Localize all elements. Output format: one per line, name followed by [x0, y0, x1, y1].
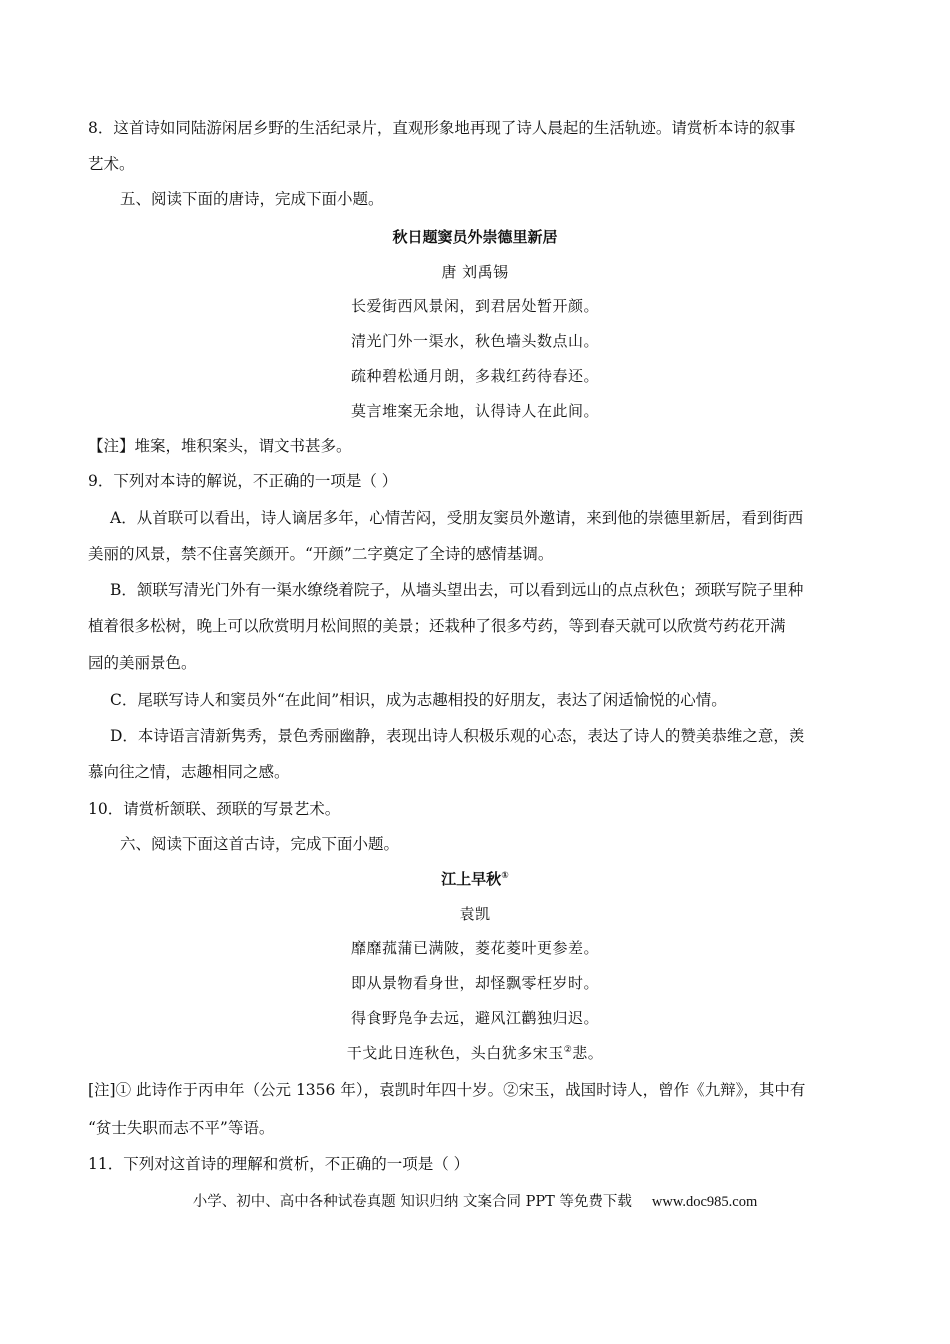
footer-text: 小学、初中、高中各种试卷真题 知识归纳 文案合同 PPT 等免费下载	[192, 1194, 632, 1210]
option-d-line-2: 慕向往之情，志趣相同之感。	[88, 763, 290, 781]
footer-url[interactable]: www.doc985.com	[651, 1194, 758, 1210]
footnote-mark: ②	[563, 1045, 573, 1055]
poem-1-verse: 长爱街西风景闲，到君居处暂开颜。	[350, 297, 599, 315]
option-d-line-1: D．本诗语言清新隽秀，景色秀丽幽静，表现出诗人积极乐观的心态，表达了诗人的赞美恭维之意，羡	[110, 727, 805, 745]
question-9-stem: 9．下列对本诗的解说，不正确的一项是（ ）	[88, 472, 398, 490]
poem-2-verse-4-part: 干戈此日连秋色，头白犹多宋玉	[346, 1044, 564, 1062]
poem-2-author: 袁凯	[459, 905, 491, 923]
option-b-line-2: 植着很多松树，晚上可以欣赏明月松间照的美景；还栽种了很多芍药，等到春天就可以欣赏芍药花开满	[88, 617, 786, 635]
poem-2-verse: 靡靡菰蒲已满陂，菱花菱叶更参差。	[350, 939, 599, 957]
option-c-line-1: C．尾联写诗人和窦员外“在此间”相识，成为志趣相投的好朋友，表达了闲适愉悦的心情。	[110, 691, 727, 709]
poem-1-title: 秋日题窦员外崇德里新居	[392, 228, 558, 246]
footnote-mark: ①	[501, 871, 509, 881]
poem-2-verse: 即从景物看身世，却怪飘零枉岁时。	[350, 974, 599, 992]
poem-1-verse: 清光门外一渠水，秋色墙头数点山。	[350, 332, 599, 350]
option-b-line-1: B．颔联写清光门外有一渠水缭绕着院子，从墙头望出去，可以看到远山的点点秋色；颈联写院子里种	[110, 581, 804, 599]
poem-2-verse: 得食野凫争去远，避风江鹳独归迟。	[350, 1009, 599, 1027]
question-8-line-2: 艺术。	[88, 155, 135, 173]
poem-2-title	[0, 869, 950, 889]
section-6-heading: 六、阅读下面这首古诗，完成下面小题。	[120, 835, 400, 853]
option-b-line-3: 园的美丽景色。	[88, 654, 197, 672]
poem-1-note: 【注】堆案，堆积案头，谓文书甚多。	[88, 437, 352, 455]
poem-1-verse: 莫言堆案无余地，认得诗人在此间。	[350, 402, 599, 420]
poem-2-note-line-1: [注]① 此诗作于丙申年（公元 1356 年），袁凯时年四十岁。②宋玉，战国时诗人，曾作《九辩》，其中有	[88, 1081, 806, 1099]
section-5-heading: 五、阅读下面的唐诗，完成下面小题。	[120, 190, 384, 208]
page-footer	[0, 1192, 950, 1212]
poem-2-verse-4-part: 悲。	[572, 1044, 604, 1062]
poem-2-note-line-2: “贫士失职而志不平”等语。	[88, 1119, 275, 1137]
poem-2-title-text: 江上早秋	[441, 870, 502, 888]
poem-1-verse: 疏种碧松通月朗，多栽红药待春还。	[350, 367, 599, 385]
option-a-line-2: 美丽的风景，禁不住喜笑颜开。“开颜”二字奠定了全诗的感情基调。	[88, 545, 554, 563]
question-8-line-1: 8．这首诗如同陆游闲居乡野的生活纪录片，直观形象地再现了诗人晨起的生活轨迹。请赏析本诗的叙事	[88, 119, 796, 137]
question-10-stem: 10．请赏析颔联、颈联的写景艺术。	[88, 800, 341, 818]
option-a-line-1: A．从首联可以看出，诗人谪居多年，心情苦闷，受朋友窦员外邀请，来到他的崇德里新居，看到街西	[110, 509, 804, 527]
poem-2-verse	[0, 1043, 950, 1063]
question-11-stem: 11．下列对这首诗的理解和赏析，不正确的一项是（ ）	[88, 1155, 470, 1173]
poem-1-author: 唐 刘禹锡	[441, 263, 509, 281]
